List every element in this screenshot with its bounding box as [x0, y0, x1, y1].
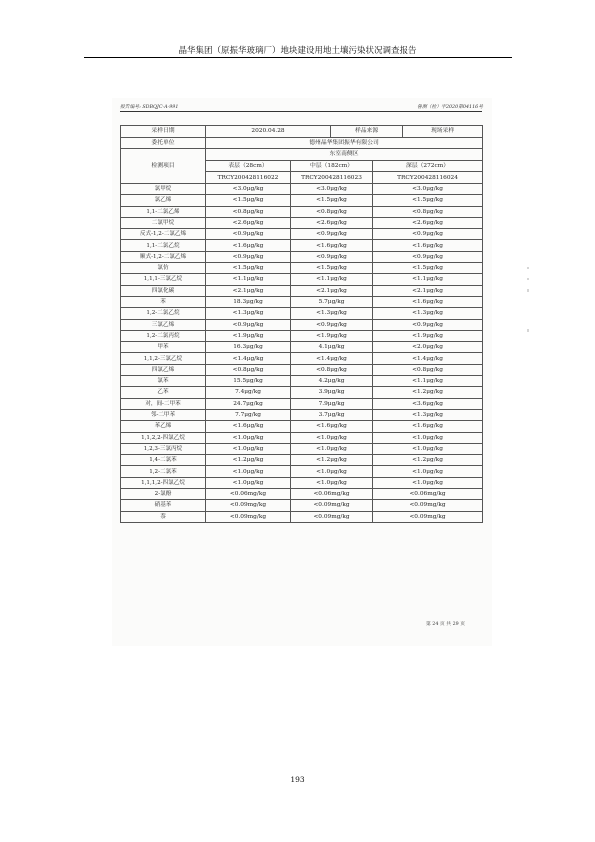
result-value: 15.5μg/kg — [206, 376, 291, 387]
result-value: <0.9μg/kg — [206, 251, 291, 262]
result-value: <0.8μg/kg — [206, 206, 291, 217]
table-row — [121, 376, 483, 387]
result-value: <1.0μg/kg — [291, 432, 373, 443]
analyte-name: 硝基苯 — [121, 500, 206, 511]
result-value: <0.9μg/kg — [373, 251, 483, 262]
result-value: <1.0μg/kg — [373, 432, 483, 443]
result-value: <0.09mg/kg — [373, 511, 483, 522]
sample-code: TRCY200428116022 — [206, 172, 291, 184]
table-row — [121, 421, 483, 432]
client-label: 委托单位 — [121, 137, 206, 149]
result-value: <3.0μg/kg — [291, 183, 373, 194]
sampling-date: 2020.04.28 — [206, 126, 331, 138]
result-value: <1.5μg/kg — [206, 195, 291, 206]
result-value: <0.8μg/kg — [373, 364, 483, 375]
table-row — [121, 330, 483, 341]
result-value: <1.5μg/kg — [206, 263, 291, 274]
analyte-name: 反式-1,2-二氯乙烯 — [121, 229, 206, 240]
scan-page-indicator: 第 24 页 共 29 页 — [425, 622, 465, 627]
result-value: <1.2μg/kg — [373, 455, 483, 466]
result-value: <0.06mg/kg — [206, 488, 291, 499]
result-value: <0.8μg/kg — [206, 364, 291, 375]
result-value: <1.4μg/kg — [206, 353, 291, 364]
page-header: 晶华集团（原振华玻璃厂）地块建设用地土壤污染状况调查报告 — [178, 46, 417, 56]
result-value: <2.6μg/kg — [291, 217, 373, 228]
table-row — [121, 183, 483, 194]
result-value: <1.6μg/kg — [373, 421, 483, 432]
analyte-name: 邻-二甲苯 — [121, 409, 206, 420]
analyte-name: 氯甲烷 — [121, 183, 206, 194]
analyte-name: 乙苯 — [121, 387, 206, 398]
result-value: <1.9μg/kg — [206, 330, 291, 341]
result-value: <1.3μg/kg — [206, 308, 291, 319]
result-value: <1.6μg/kg — [206, 421, 291, 432]
result-value: <1.0μg/kg — [206, 477, 291, 488]
table-row — [121, 455, 483, 466]
result-value: <1.6μg/kg — [206, 240, 291, 251]
analyte-name: 甲苯 — [121, 342, 206, 353]
table-row — [121, 206, 483, 217]
analyte-name: 1,4-二氯苯 — [121, 455, 206, 466]
analyte-name: 1,1-二氯乙烷 — [121, 240, 206, 251]
result-value: <1.6μg/kg — [373, 296, 483, 307]
result-value: 4.1μg/kg — [291, 342, 373, 353]
result-value: 7.7μg/kg — [206, 409, 291, 420]
result-value: <1.0μg/kg — [206, 432, 291, 443]
table-row — [121, 500, 483, 511]
result-value: <1.0μg/kg — [206, 466, 291, 477]
analyte-name: 1,1,1-三氯乙烷 — [121, 274, 206, 285]
sample-source: 现场采样 — [403, 126, 483, 138]
client-row — [121, 137, 483, 149]
certificate-number: 鲁测（检）字2020第04116号 — [417, 105, 483, 110]
location-row — [121, 149, 483, 161]
table-row — [121, 364, 483, 375]
location-name: 东室南侧区 — [206, 149, 483, 161]
analyte-name: 萘 — [121, 511, 206, 522]
table-row — [121, 477, 483, 488]
analyte-name: 苯 — [121, 296, 206, 307]
table-row — [121, 308, 483, 319]
report-top-rule — [120, 111, 482, 112]
result-value: <1.0μg/kg — [291, 466, 373, 477]
result-value: <0.09mg/kg — [206, 511, 291, 522]
result-value: 3.7μg/kg — [291, 409, 373, 420]
analyte-name: 氯仿 — [121, 263, 206, 274]
analyte-name: 2-氯酚 — [121, 488, 206, 499]
analyte-name: 1,2-二氯苯 — [121, 466, 206, 477]
result-value: 16.3μg/kg — [206, 342, 291, 353]
table-row — [121, 443, 483, 454]
result-value: <0.06mg/kg — [373, 488, 483, 499]
table-row — [121, 488, 483, 499]
result-value: <1.2μg/kg — [206, 455, 291, 466]
result-value: <0.9μg/kg — [373, 319, 483, 330]
page-number: 193 — [290, 775, 305, 784]
header-rule — [84, 57, 512, 58]
analyte-name: 1,1,2-三氯乙烷 — [121, 353, 206, 364]
analyte-name: 对，间-二甲苯 — [121, 398, 206, 409]
result-value: <2.6μg/kg — [373, 217, 483, 228]
result-value: <0.9μg/kg — [373, 229, 483, 240]
table-row — [121, 409, 483, 420]
result-value: <1.5μg/kg — [291, 195, 373, 206]
result-value: <1.0μg/kg — [291, 477, 373, 488]
result-value: <1.0μg/kg — [373, 443, 483, 454]
report-number: 报告编号: SDBQJC-A-991 — [120, 105, 179, 110]
result-value: 3.9μg/kg — [291, 387, 373, 398]
analyte-name: 四氯乙烯 — [121, 364, 206, 375]
table-row — [121, 511, 483, 522]
result-value: <0.9μg/kg — [291, 229, 373, 240]
result-value: 18.3μg/kg — [206, 296, 291, 307]
result-value: 4.2μg/kg — [291, 376, 373, 387]
result-value: <1.0μg/kg — [291, 443, 373, 454]
result-value: <1.5μg/kg — [373, 195, 483, 206]
table-row — [121, 296, 483, 307]
sample-code: TRCY200428116024 — [373, 172, 483, 184]
result-value: <1.9μg/kg — [291, 330, 373, 341]
result-value: <0.9μg/kg — [291, 319, 373, 330]
result-value: <1.4μg/kg — [291, 353, 373, 364]
test-results-table — [120, 125, 483, 523]
result-value: <1.1μg/kg — [373, 274, 483, 285]
result-value: <1.5μg/kg — [373, 263, 483, 274]
result-value: <1.6μg/kg — [373, 240, 483, 251]
result-value: <1.5μg/kg — [291, 263, 373, 274]
analyte-name: 三氯乙烯 — [121, 319, 206, 330]
table-row — [121, 466, 483, 477]
result-value: <0.8μg/kg — [291, 364, 373, 375]
analyte-name: 1,2-二氯乙烷 — [121, 308, 206, 319]
analyte-name: 氯乙烯 — [121, 195, 206, 206]
table-row — [121, 217, 483, 228]
table-row — [121, 432, 483, 443]
table-row — [121, 398, 483, 409]
table-row — [121, 342, 483, 353]
table-row — [121, 319, 483, 330]
result-value: <1.0μg/kg — [373, 477, 483, 488]
result-value: <0.9μg/kg — [206, 319, 291, 330]
result-value: <3.0μg/kg — [206, 183, 291, 194]
result-value: <1.3μg/kg — [373, 308, 483, 319]
table-row — [121, 240, 483, 251]
result-value: <0.09mg/kg — [206, 500, 291, 511]
table-row — [121, 387, 483, 398]
analyte-name: 氯苯 — [121, 376, 206, 387]
result-value: <3.0μg/kg — [373, 183, 483, 194]
sampling-date-label: 采样日期 — [121, 126, 206, 138]
margin-scan-mark — [525, 265, 531, 335]
test-item-label: 检测项目 — [121, 149, 206, 184]
analyte-name: 苯乙烯 — [121, 421, 206, 432]
result-value: <2.1μg/kg — [291, 285, 373, 296]
result-value: <1.1μg/kg — [206, 274, 291, 285]
result-value: <0.06mg/kg — [291, 488, 373, 499]
result-value: <1.6μg/kg — [291, 240, 373, 251]
client-name: 德州晶华集团振华有限公司 — [206, 137, 483, 149]
analyte-name: 1,2,3-三氯丙烷 — [121, 443, 206, 454]
result-value: <1.0μg/kg — [373, 466, 483, 477]
result-value: <2.1μg/kg — [206, 285, 291, 296]
result-value: <0.09mg/kg — [373, 500, 483, 511]
sample-source-label: 样品来源 — [331, 126, 403, 138]
result-value: <1.6μg/kg — [291, 421, 373, 432]
sample-code: TRCY200428116023 — [291, 172, 373, 184]
result-value: <0.09mg/kg — [291, 500, 373, 511]
result-value: <1.0μg/kg — [206, 443, 291, 454]
table-row — [121, 353, 483, 364]
result-value: <1.9μg/kg — [373, 330, 483, 341]
analyte-name: 1,1,1,2-四氯乙烷 — [121, 477, 206, 488]
result-value: <2.6μg/kg — [206, 217, 291, 228]
result-value: <2.1μg/kg — [373, 285, 483, 296]
analyte-name: 1,1,2,2-四氯乙烷 — [121, 432, 206, 443]
layer-name: 表层（28cm） — [206, 160, 291, 172]
result-value: <0.8μg/kg — [373, 206, 483, 217]
result-value: <0.9μg/kg — [291, 251, 373, 262]
analyte-name: 二氯甲烷 — [121, 217, 206, 228]
analyte-name: 四氯化碳 — [121, 285, 206, 296]
result-value: <0.9μg/kg — [206, 229, 291, 240]
result-value: 7.9μg/kg — [291, 398, 373, 409]
result-value: <3.6μg/kg — [373, 398, 483, 409]
result-value: <1.3μg/kg — [373, 409, 483, 420]
result-value: <1.2μg/kg — [291, 455, 373, 466]
result-value: <0.8μg/kg — [291, 206, 373, 217]
result-value: <1.2μg/kg — [373, 387, 483, 398]
result-value: <1.1μg/kg — [373, 376, 483, 387]
result-value: 24.7μg/kg — [206, 398, 291, 409]
sampling-info-row — [121, 126, 483, 138]
layer-name: 中层（182cm） — [291, 160, 373, 172]
table-row — [121, 263, 483, 274]
analyte-name: 1,2-二氯丙烷 — [121, 330, 206, 341]
table-row — [121, 229, 483, 240]
table-row — [121, 251, 483, 262]
result-value: <1.1μg/kg — [291, 274, 373, 285]
result-value: <1.3μg/kg — [291, 308, 373, 319]
analyte-name: 顺式-1,2-二氯乙烯 — [121, 251, 206, 262]
table-row — [121, 274, 483, 285]
table-row — [121, 195, 483, 206]
result-value: <1.4μg/kg — [373, 353, 483, 364]
table-row — [121, 285, 483, 296]
result-value: <0.09mg/kg — [291, 511, 373, 522]
result-value: 5.7μg/kg — [291, 296, 373, 307]
result-value: 7.4μg/kg — [206, 387, 291, 398]
analyte-name: 1,1-二氯乙烯 — [121, 206, 206, 217]
result-value: <2.0μg/kg — [373, 342, 483, 353]
layer-name: 深层（272cm） — [373, 160, 483, 172]
